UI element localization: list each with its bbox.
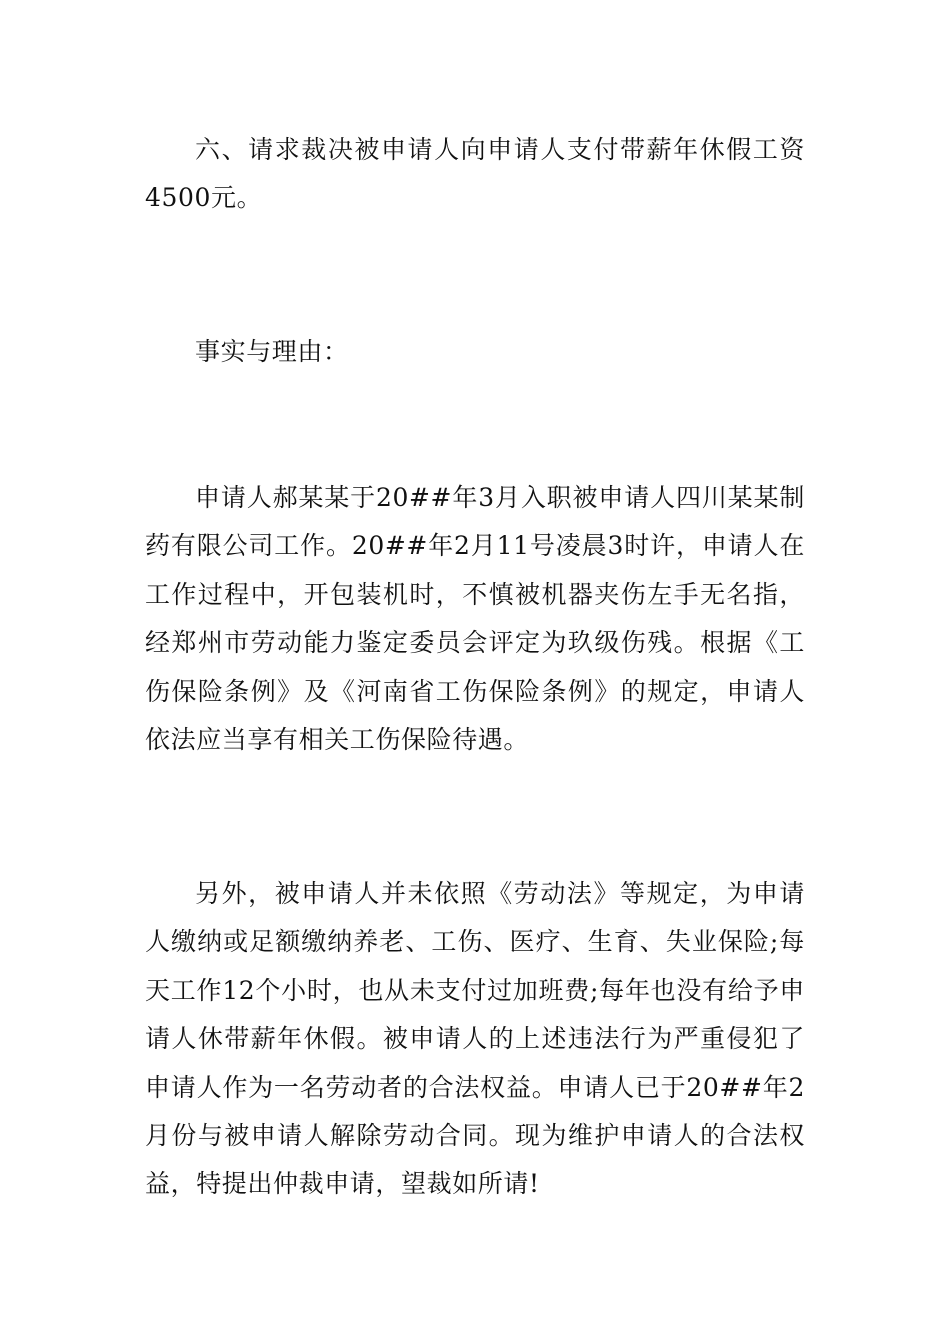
facts-paragraph-injury: 申请人郝某某于20##年3月入职被申请人四川某某制药有限公司工作。20##年2月11号凌晨3时许，申请人在工作过程中，开包装机时，不慎被机器夹伤左手无名指，经郑州市劳动能力鉴定委员会评定为玖级伤残。根据《工伤保险条例》及《河南省工伤保险条例》的规定，申请人依法应当享有相关工伤保险待遇。 [145,483,805,755]
facts-paragraph-violations: 另外，被申请人并未依照《劳动法》等规定，为申请人缴纳或足额缴纳养老、工伤、医疗、生育、失业保险;每天工作12个小时，也从未支付过加班费;每年也没有给予申请人休带薪年休假。被申请人的上述违法行为严重侵犯了申请人作为一名劳动者的合法权益。申请人已于20##年2月份与被申请人解除劳动合同。现为维护申请人的合法权益，特提出仲裁申请，望裁如所请! [145,879,805,1199]
claim-item-six: 六、请求裁决被申请人向申请人支付带薪年休假工资4500元。 [145,135,805,213]
facts-and-reasons-heading: 事实与理由： [195,337,349,366]
